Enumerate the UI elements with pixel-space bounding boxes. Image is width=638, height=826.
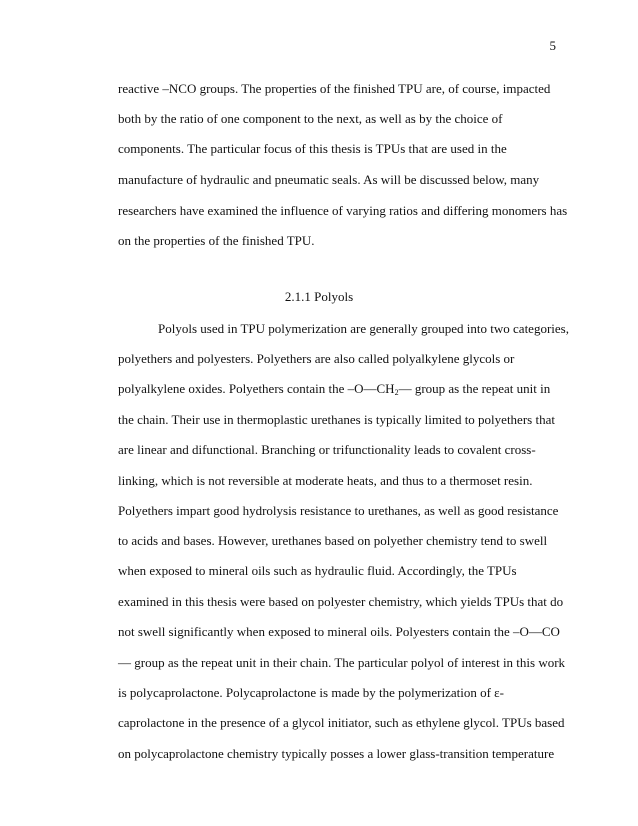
text-line: the chain. Their use in thermoplastic urethanes is typically limited to polyethers that	[118, 412, 555, 427]
text-line: reactive –NCO groups. The properties of the finished TPU are, of course, impacted	[118, 81, 551, 96]
text-line: to acids and bases. However, urethanes based on polyether chemistry tend to swell	[118, 533, 548, 548]
text-line-formula	[118, 381, 550, 401]
text-line: linking, which is not reversible at moderate heats, and thus to a thermoset resin.	[118, 473, 533, 488]
text-line: manufacture of hydraulic and pneumatic seals. As will be discussed below, many	[118, 172, 540, 187]
text-line: researchers have examined the influence of varying ratios and differing monomers has	[118, 203, 568, 218]
text-line: Polyethers impart good hydrolysis resistance to urethanes, as well as good resistance	[118, 503, 559, 518]
text-line: on polycaprolactone chemistry typically posses a lower glass-transition temperature	[118, 746, 555, 761]
text-line: are linear and difunctional. Branching or trifunctionality leads to covalent cross-	[118, 442, 536, 457]
formula-text-after: — group as the repeat unit in	[398, 381, 551, 396]
text-line: when exposed to mineral oils such as hydraulic fluid. Accordingly, the TPUs	[118, 563, 517, 578]
text-line: components. The particular focus of this thesis is TPUs that are used in the	[118, 141, 507, 156]
formula-text-before: polyalkylene oxides. Polyethers contain the –O—CH	[118, 381, 395, 396]
text-line: Polyols used in TPU polymerization are generally grouped into two categories,	[158, 321, 569, 336]
text-line: is polycaprolactone. Polycaprolactone is made by the polymerization of ε-	[118, 685, 504, 700]
text-line: examined in this thesis were based on polyester chemistry, which yields TPUs that do	[118, 594, 564, 609]
text-line: polyethers and polyesters. Polyethers are also called polyalkylene glycols or	[118, 351, 515, 366]
formula-subscript: 2	[394, 388, 399, 397]
text-line: caprolactone in the presence of a glycol initiator, such as ethylene glycol. TPUs based	[118, 715, 565, 730]
text-line: on the properties of the finished TPU.	[118, 233, 315, 248]
text-line: not swell significantly when exposed to mineral oils. Polyesters contain the –O—CO	[118, 624, 560, 639]
page-number: 5	[549, 38, 556, 53]
text-line: both by the ratio of one component to the next, as well as by the choice of	[118, 111, 503, 126]
text-line: — group as the repeat unit in their chain. The particular polyol of interest in this work	[118, 655, 566, 670]
section-heading: 2.1.1 Polyols	[284, 289, 354, 304]
